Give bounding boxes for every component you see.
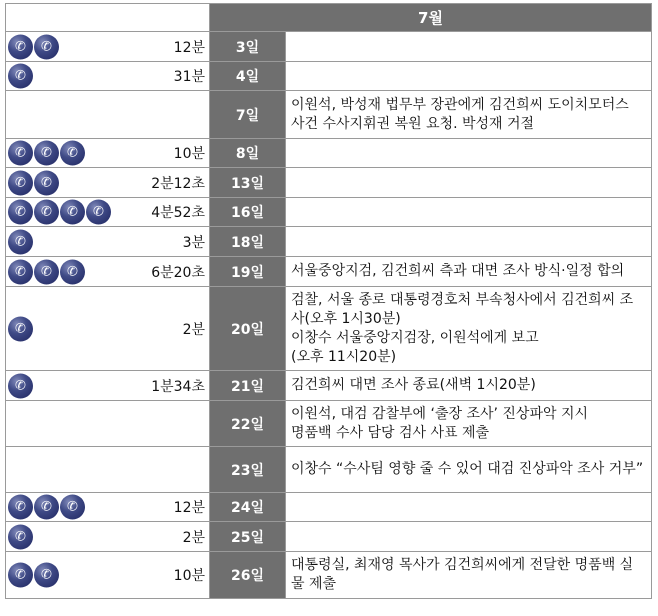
table-row bbox=[6, 371, 652, 401]
call-duration: 2분 bbox=[182, 321, 205, 338]
phone-call-icon: ✆ bbox=[8, 34, 33, 59]
date-cell: 7일 bbox=[210, 91, 286, 139]
phone-call-icon: ✆ bbox=[8, 64, 33, 89]
call-icons bbox=[8, 34, 60, 59]
event-description bbox=[286, 522, 652, 552]
date-cell: 26일 bbox=[210, 552, 286, 599]
call-duration: 2분 bbox=[182, 529, 205, 546]
date-cell: 13일 bbox=[210, 168, 286, 198]
table-row bbox=[6, 139, 652, 168]
date-cell: 22일 bbox=[210, 401, 286, 447]
phone-call-icon: ✆ bbox=[8, 563, 33, 588]
call-icons bbox=[8, 141, 86, 166]
date-cell: 25일 bbox=[210, 522, 286, 552]
call-icons bbox=[8, 64, 34, 89]
call-cell bbox=[6, 227, 210, 257]
phone-call-icon: ✆ bbox=[34, 170, 59, 195]
call-duration: 10분 bbox=[173, 568, 205, 584]
call-icons bbox=[8, 373, 34, 398]
table-row bbox=[6, 552, 652, 599]
table-row bbox=[6, 32, 652, 62]
header-row bbox=[6, 4, 652, 32]
phone-call-icon: ✆ bbox=[34, 200, 59, 225]
table-row bbox=[6, 522, 652, 552]
phone-call-icon: ✆ bbox=[86, 200, 111, 225]
table-row bbox=[6, 168, 652, 198]
event-description: 이창수 “수사팀 영향 줄 수 있어 대검 진상파악 조사 거부” bbox=[286, 447, 652, 493]
table-row bbox=[6, 401, 652, 447]
phone-call-icon: ✆ bbox=[60, 259, 85, 284]
phone-call-icon: ✆ bbox=[60, 141, 85, 166]
date-cell: 21일 bbox=[210, 371, 286, 401]
phone-call-icon: ✆ bbox=[60, 495, 85, 520]
event-description bbox=[286, 198, 652, 227]
call-icons bbox=[8, 200, 112, 225]
call-cell bbox=[6, 447, 210, 493]
phone-call-icon: ✆ bbox=[8, 316, 33, 341]
event-description: 이원석, 대검 감찰부에 ‘출장 조사’ 진상파악 지시 명품백 수사 담당 검사 사표 제출 bbox=[286, 401, 652, 447]
call-duration: 12분 bbox=[173, 39, 205, 56]
event-description: 대통령실, 최재영 목사가 김건희씨에게 전달한 명품백 실물 제출 bbox=[286, 552, 652, 599]
table-row bbox=[6, 447, 652, 493]
table-row bbox=[6, 62, 652, 91]
phone-call-icon: ✆ bbox=[34, 34, 59, 59]
call-icons bbox=[8, 316, 34, 341]
event-description: 김건희씨 대면 조사 종료(새벽 1시20분) bbox=[286, 371, 652, 401]
event-description: 서울중앙지검, 김건희씨 측과 대면 조사 방식·일정 합의 bbox=[286, 257, 652, 287]
call-cell bbox=[6, 168, 210, 198]
phone-call-icon: ✆ bbox=[8, 495, 33, 520]
event-description bbox=[286, 227, 652, 257]
call-cell bbox=[6, 62, 210, 91]
phone-call-icon: ✆ bbox=[34, 259, 59, 284]
table-row bbox=[6, 493, 652, 522]
call-cell bbox=[6, 32, 210, 62]
call-cell bbox=[6, 552, 210, 599]
call-cell bbox=[6, 91, 210, 139]
date-cell: 4일 bbox=[210, 62, 286, 91]
phone-call-icon: ✆ bbox=[8, 200, 33, 225]
phone-call-icon: ✆ bbox=[8, 170, 33, 195]
call-log-table bbox=[5, 3, 652, 599]
call-duration: 12분 bbox=[173, 500, 205, 516]
call-icons bbox=[8, 563, 60, 588]
call-icons bbox=[8, 170, 60, 195]
phone-call-icon: ✆ bbox=[8, 141, 33, 166]
call-duration: 4분52초 bbox=[151, 205, 205, 221]
event-description bbox=[286, 32, 652, 62]
call-duration: 6분20초 bbox=[151, 264, 205, 281]
phone-call-icon: ✆ bbox=[34, 141, 59, 166]
date-cell: 3일 bbox=[210, 32, 286, 62]
date-cell: 16일 bbox=[210, 198, 286, 227]
month-header: 7월 bbox=[210, 4, 652, 32]
table-row bbox=[6, 227, 652, 257]
table-row bbox=[6, 257, 652, 287]
call-cell bbox=[6, 257, 210, 287]
date-cell: 19일 bbox=[210, 257, 286, 287]
call-cell bbox=[6, 401, 210, 447]
call-icons bbox=[8, 495, 86, 520]
event-description: 검찰, 서울 종로 대통령경호처 부속청사에서 김건희씨 조사(오후 1시30분) 이창수 서울중앙지검장, 이원석에게 보고 (오후 11시20분) bbox=[286, 287, 652, 371]
call-cell bbox=[6, 493, 210, 522]
call-cell bbox=[6, 522, 210, 552]
phone-call-icon: ✆ bbox=[8, 524, 33, 549]
date-cell: 18일 bbox=[210, 227, 286, 257]
table-row bbox=[6, 91, 652, 139]
event-description bbox=[286, 139, 652, 168]
call-duration: 10분 bbox=[173, 146, 205, 162]
call-duration: 31분 bbox=[173, 69, 205, 85]
call-cell bbox=[6, 287, 210, 371]
event-description bbox=[286, 62, 652, 91]
phone-call-icon: ✆ bbox=[60, 200, 85, 225]
table-row bbox=[6, 198, 652, 227]
call-icons bbox=[8, 259, 86, 284]
call-icons bbox=[8, 524, 34, 549]
call-duration: 2분12초 bbox=[151, 175, 205, 192]
call-cell bbox=[6, 371, 210, 401]
phone-call-icon: ✆ bbox=[34, 495, 59, 520]
call-cell bbox=[6, 139, 210, 168]
call-duration: 3분 bbox=[182, 234, 205, 251]
header-blank-cell bbox=[6, 4, 210, 32]
event-description: 이원석, 박성재 법무부 장관에게 김건희씨 도이치모터스 사건 수사지휘권 복원 요청. 박성재 거절 bbox=[286, 91, 652, 139]
event-description bbox=[286, 493, 652, 522]
phone-call-icon: ✆ bbox=[34, 563, 59, 588]
date-cell: 24일 bbox=[210, 493, 286, 522]
call-duration: 1분34초 bbox=[151, 378, 205, 395]
date-cell: 20일 bbox=[210, 287, 286, 371]
phone-call-icon: ✆ bbox=[8, 373, 33, 398]
call-icons bbox=[8, 229, 34, 254]
phone-call-icon: ✆ bbox=[8, 229, 33, 254]
phone-call-icon: ✆ bbox=[8, 259, 33, 284]
date-cell: 8일 bbox=[210, 139, 286, 168]
call-cell bbox=[6, 198, 210, 227]
event-description bbox=[286, 168, 652, 198]
date-cell: 23일 bbox=[210, 447, 286, 493]
table-row bbox=[6, 287, 652, 371]
